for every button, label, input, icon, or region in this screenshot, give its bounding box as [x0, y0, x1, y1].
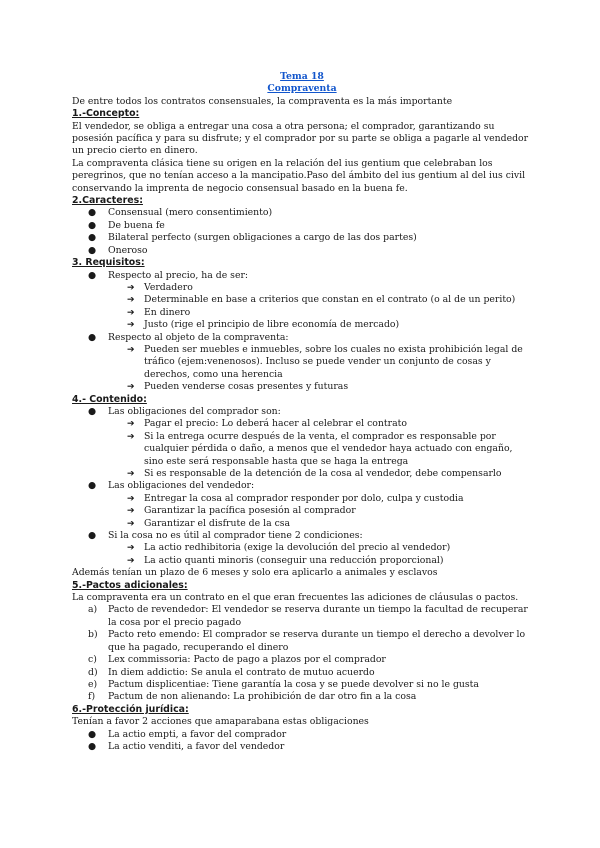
list-item: ● Respecto al objeto de la compraventa: [88, 331, 289, 343]
pactos-list [72, 604, 532, 703]
sub-list-item: ➔ Pagar el precio: Lo deberá hacer al celebrar el contrato [127, 418, 407, 430]
list-item: ● La actio venditi, a favor del vendedor [88, 740, 285, 752]
bullet-icon: ● [88, 219, 97, 231]
proteccion-intro: Tenían a favor 2 acciones que amaparabana estas obligaciones [72, 716, 369, 728]
bullet-icon: ● [88, 207, 97, 219]
contenido-list [72, 406, 532, 567]
arrow-icon: ➔ [127, 506, 135, 517]
arrow-icon: ➔ [127, 344, 135, 355]
section-heading-proteccion: 6.-Protección jurídica: [72, 703, 189, 715]
list-item: ● Consensual (mero consentimiento) [88, 207, 273, 219]
list-item: ● La actio empti, a favor del comprador [88, 728, 287, 740]
arrow-icon: ➔ [127, 543, 135, 554]
bullet-icon: ● [88, 405, 97, 417]
section-heading-concepto: 1.-Concepto: [72, 108, 140, 120]
list-item: c) Lex commissoria: Pacto de pago a plazos por el comprador [88, 654, 386, 666]
arrow-icon: ➔ [127, 431, 135, 442]
document-title: Compraventa [267, 83, 337, 95]
list-item: a) Pacto de revendedor: El vendedor se reserva durante un tiempo la facultad de recuperar la cosa por el precio pagado [88, 604, 528, 628]
arrow-icon: ➔ [127, 419, 135, 430]
list-marker: b) [88, 629, 98, 641]
arrow-icon: ➔ [127, 555, 135, 566]
bullet-icon: ● [88, 740, 97, 752]
sub-list-item: ➔ La actio redhibitoria (exige la devolución del precio al vendedor) [127, 542, 451, 554]
section-heading-caracteres: 2.Caracteres: [72, 195, 143, 207]
section-heading-contenido: 4.- Contenido: [72, 393, 147, 405]
sub-list-item: ➔ La actio quanti minoris (conseguir una reducción proporcional) [127, 554, 444, 566]
concepto-paragraph-2: La compraventa clásica tiene su origen en la relación del ius gentium que celebraban los peregrinos, que no tenían acceso a la mancipatio.Paso del ámbito del ius gentium al del ius civil conservando la imprenta de negocio consensual basado en la buena fe. [72, 157, 526, 194]
sub-list-item: ➔ Garantizar el disfrute de la csa [127, 517, 291, 529]
bullet-icon: ● [88, 728, 97, 740]
bullet-icon: ● [88, 232, 97, 244]
arrow-icon: ➔ [127, 307, 135, 318]
sub-list-item: ➔ Determinable en base a criterios que constan en el contrato (o al de un perito) [127, 294, 516, 306]
sub-list-item: ➔ Si es responsable de la detención de la cosa al vendedor, debe compensarlo [127, 468, 502, 479]
arrow-icon: ➔ [127, 320, 135, 331]
list-item: ● Las obligaciones del comprador son: [88, 405, 281, 417]
list-item: b) Pacto reto emendo: El comprador se reserva durante un tiempo el derecho a devolver lo que ha pagado, recuperando el dinero [88, 629, 526, 653]
document-title-number: Tema 18 [280, 71, 324, 82]
sub-list-item: ➔ Verdadero [127, 281, 193, 293]
sub-list-item: ➔ Entregar la cosa al comprador responder por dolo, culpa y custodia [127, 492, 464, 504]
arrow-icon: ➔ [127, 493, 135, 504]
sub-list-item: ➔ Si la entrega ocurre después de la venta, el comprador es responsable por cualquier pérdida o daño, a menos que el vendedor haya actuado con engaño, sino este será responsable hasta que se haga la entrega [127, 430, 513, 467]
section-heading-pactos: 5.-Pactos adicionales: [72, 579, 188, 591]
arrow-icon: ➔ [127, 382, 135, 393]
proteccion-list [72, 729, 532, 754]
arrow-icon: ➔ [127, 518, 135, 529]
list-item: ● Las obligaciones del vendedor: [88, 480, 255, 492]
sub-list-item: ➔ Justo (rige el principio de libre economía de mercado) [127, 319, 400, 331]
concepto-paragraph-1: El vendedor, se obliga a entregar una cosa a otra persona; el comprador, garantizando su posesión pacífica y para su disfrute; y el comprador por su parte se obliga a pagarle al vendedor un precio cierto en dinero. [72, 120, 529, 157]
list-marker: d) [88, 666, 98, 678]
list-item: ● De buena fe [88, 219, 165, 231]
list-marker: a) [88, 604, 98, 616]
intro-paragraph: De entre todos los contratos consensuales, la compraventa es la más importante [72, 95, 453, 107]
contenido-plazo: Además tenían un plazo de 6 meses y solo era aplicarlo a animales y esclavos [72, 567, 438, 579]
arrow-icon: ➔ [127, 295, 135, 306]
caracteres-list [72, 207, 532, 257]
bullet-icon: ● [88, 269, 97, 281]
list-item: f) Pactum de non alienando: La prohibición de dar otro fin a la cosa [88, 691, 417, 703]
sub-list-item: ➔ En dinero [127, 306, 191, 318]
requisitos-list [72, 270, 532, 394]
pactos-intro: La compraventa era un contrato en el que eran frecuentes las adiciones de cláusulas o pactos. [72, 592, 519, 604]
list-item: e) Pactum displicentiae: Tiene garantía la cosa y se puede devolver si no le gusta [88, 678, 479, 690]
document-page [72, 71, 532, 753]
sub-list-item: ➔ Pueden ser muebles e inmuebles, sobre los cuales no exista prohibición legal de tráfico (ejem:venenosos). Incluso se puede vender un conjunto de cosas y derechos, como una herencia [127, 343, 523, 380]
list-item: ● Si la cosa no es útil al comprador tiene 2 condiciones: [88, 530, 363, 542]
sub-list-item: ➔ Pueden venderse cosas presentes y futuras [127, 381, 349, 393]
list-marker: e) [88, 678, 98, 690]
list-item: ● Respecto al precio, ha de ser: [88, 269, 249, 281]
bullet-icon: ● [88, 331, 97, 343]
bullet-icon: ● [88, 530, 97, 542]
list-marker: f) [88, 691, 96, 703]
list-item: ● Oneroso [88, 244, 148, 256]
bullet-icon: ● [88, 480, 97, 492]
list-marker: c) [88, 654, 97, 666]
list-item: d) In diem addictio: Se anula el contrato de mutuo acuerdo [88, 666, 375, 678]
bullet-icon: ● [88, 244, 97, 256]
sub-list-item: ➔ Garantizar la pacífica posesión al comprador [127, 505, 356, 517]
arrow-icon: ➔ [127, 469, 135, 479]
arrow-icon: ➔ [127, 282, 135, 293]
list-item: ● Bilateral perfecto (surgen obligaciones a cargo de las dos partes) [88, 232, 417, 244]
section-heading-requisitos: 3. Requisitos: [72, 257, 145, 269]
